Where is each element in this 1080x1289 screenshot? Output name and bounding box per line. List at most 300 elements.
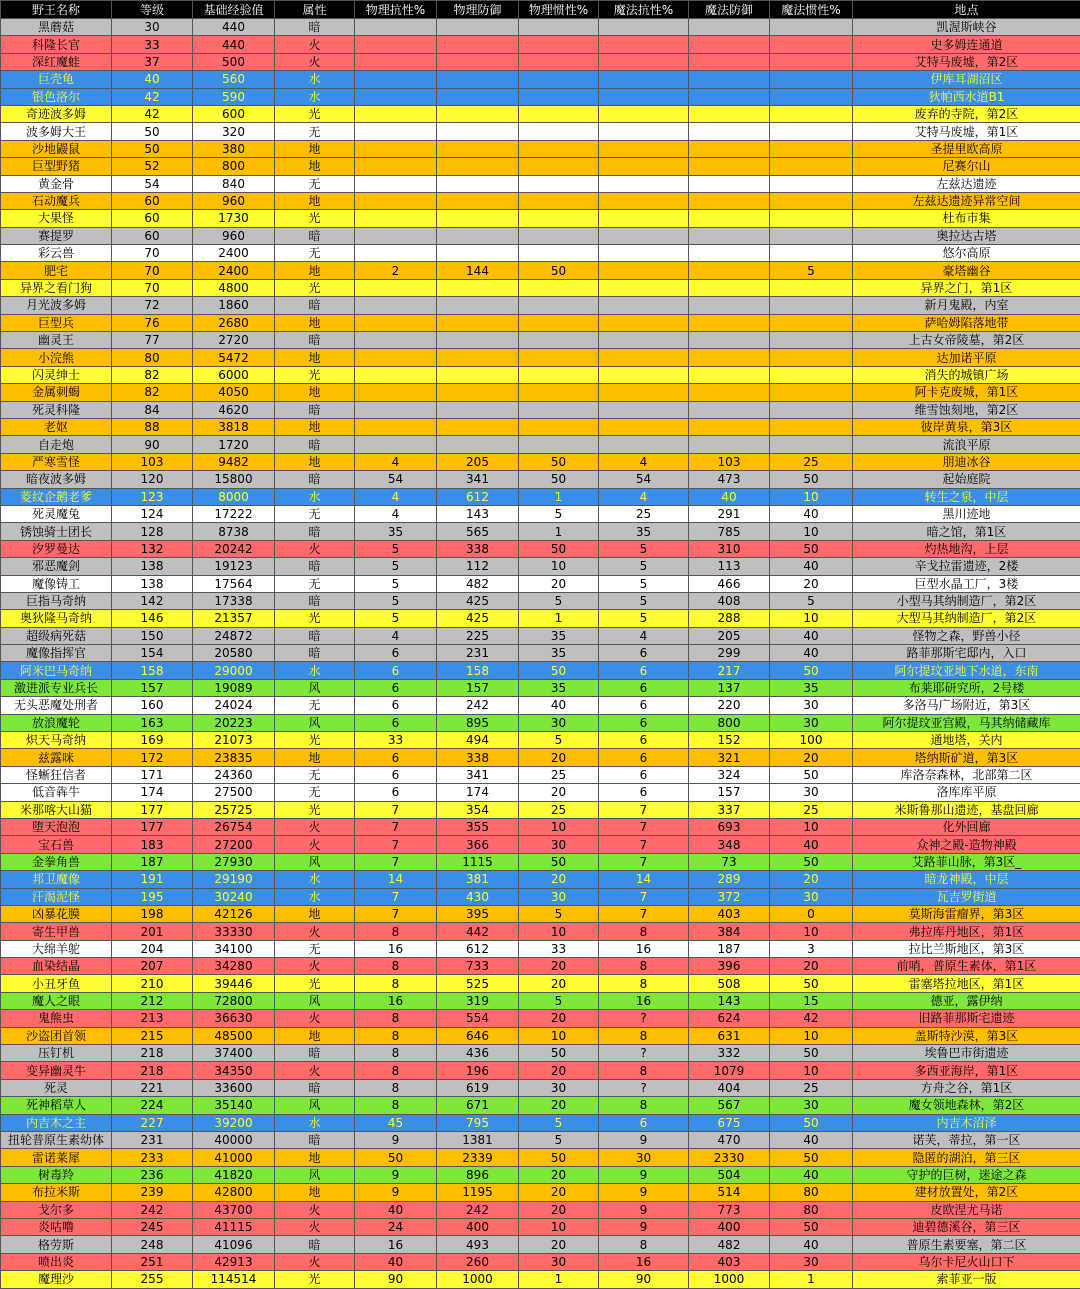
cell-level: 37 [112, 53, 193, 70]
cell-magic-inertia: 10 [770, 1027, 853, 1044]
cell-level: 174 [112, 784, 193, 801]
cell-magic-res [599, 19, 689, 36]
cell-magic-res: 8 [599, 1097, 689, 1114]
table-header [1, 1, 1080, 19]
cell-phys-inertia: 50 [519, 1045, 599, 1062]
cell-magic-def: 337 [689, 801, 770, 818]
cell-name: 扭轮普原生素幼体 [1, 1132, 112, 1149]
cell-element: 火 [275, 36, 355, 53]
cell-magic-def [689, 71, 770, 88]
cell-magic-res [599, 88, 689, 105]
cell-element: 暗 [275, 436, 355, 453]
cell-element: 地 [275, 384, 355, 401]
cell-magic-def: 291 [689, 505, 770, 522]
cell-element: 火 [275, 1201, 355, 1218]
cell-magic-inertia [770, 332, 853, 349]
cell-name: 奇迹波多姆 [1, 105, 112, 122]
cell-magic-def: 157 [689, 784, 770, 801]
column-header-phys-def: 物理防御 [437, 1, 519, 19]
cell-name: 科隆长官 [1, 36, 112, 53]
cell-magic-res: 7 [599, 818, 689, 835]
cell-element: 地 [275, 314, 355, 331]
cell-phys-def: 1195 [437, 1184, 519, 1201]
cell-magic-def [689, 88, 770, 105]
table-row [1, 123, 1080, 140]
cell-magic-def: 675 [689, 1114, 770, 1131]
cell-phys-inertia: 20 [519, 1062, 599, 1079]
cell-phys-def [437, 279, 519, 296]
cell-name: 彩云兽 [1, 245, 112, 262]
cell-phys-def [437, 418, 519, 435]
cell-base-exp: 40000 [193, 1132, 275, 1149]
cell-base-exp: 8000 [193, 488, 275, 505]
cell-element: 火 [275, 53, 355, 70]
cell-name: 魔人之眼 [1, 992, 112, 1009]
table-row [1, 592, 1080, 609]
cell-name: 巨型野猪 [1, 158, 112, 175]
cell-name: 鬼熊虫 [1, 1010, 112, 1027]
cell-magic-def: 288 [689, 610, 770, 627]
cell-phys-res: 5 [355, 575, 437, 592]
cell-magic-inertia [770, 53, 853, 70]
cell-phys-res: 6 [355, 697, 437, 714]
cell-level: 60 [112, 210, 193, 227]
cell-level: 50 [112, 123, 193, 140]
cell-location: 普原生素要塞，第二区 [853, 1236, 1080, 1253]
cell-phys-inertia: 20 [519, 1010, 599, 1027]
cell-phys-res: 14 [355, 871, 437, 888]
cell-phys-inertia [519, 332, 599, 349]
cell-name: 小浣熊 [1, 349, 112, 366]
cell-magic-inertia: 40 [770, 836, 853, 853]
cell-phys-inertia: 50 [519, 453, 599, 470]
cell-magic-inertia: 50 [770, 540, 853, 557]
cell-level: 82 [112, 366, 193, 383]
cell-level: 255 [112, 1271, 193, 1288]
cell-magic-inertia: 30 [770, 714, 853, 731]
cell-location: 巨型水晶工厂，3楼 [853, 575, 1080, 592]
cell-phys-def [437, 210, 519, 227]
cell-phys-res: 7 [355, 836, 437, 853]
cell-level: 191 [112, 871, 193, 888]
cell-phys-res: 6 [355, 784, 437, 801]
cell-level: 77 [112, 332, 193, 349]
cell-base-exp: 114514 [193, 1271, 275, 1288]
cell-magic-def: 152 [689, 732, 770, 749]
cell-location: 隐匿的湖泊，第三区 [853, 1149, 1080, 1166]
cell-phys-inertia: 50 [519, 662, 599, 679]
cell-magic-def: 220 [689, 697, 770, 714]
cell-phys-inertia: 20 [519, 1236, 599, 1253]
cell-level: 70 [112, 262, 193, 279]
cell-phys-inertia: 10 [519, 1218, 599, 1235]
cell-phys-res [355, 210, 437, 227]
cell-level: 120 [112, 471, 193, 488]
cell-element: 暗 [275, 401, 355, 418]
cell-magic-def [689, 36, 770, 53]
cell-magic-def [689, 262, 770, 279]
cell-location: 阿卡克废城，第1区 [853, 384, 1080, 401]
cell-phys-def: 554 [437, 1010, 519, 1027]
cell-magic-inertia: 10 [770, 488, 853, 505]
table-row [1, 853, 1080, 870]
cell-base-exp: 4800 [193, 279, 275, 296]
table-row [1, 818, 1080, 835]
cell-phys-res: 7 [355, 888, 437, 905]
cell-magic-def: 299 [689, 645, 770, 662]
cell-magic-inertia: 40 [770, 558, 853, 575]
cell-phys-res [355, 123, 437, 140]
cell-phys-def: 646 [437, 1027, 519, 1044]
cell-magic-res [599, 158, 689, 175]
cell-name: 邪恶魔剑 [1, 558, 112, 575]
cell-magic-def [689, 401, 770, 418]
cell-phys-inertia: 10 [519, 923, 599, 940]
cell-phys-inertia: 20 [519, 1097, 599, 1114]
cell-location: 内吉木沼泽 [853, 1114, 1080, 1131]
cell-phys-inertia: 5 [519, 505, 599, 522]
cell-element: 暗 [275, 227, 355, 244]
cell-location: 尼赛尔山 [853, 158, 1080, 175]
cell-phys-def [437, 123, 519, 140]
cell-location: 圣提里欧高原 [853, 140, 1080, 157]
cell-location: 新月鬼殿，内室 [853, 297, 1080, 314]
cell-phys-def [437, 366, 519, 383]
cell-magic-res: 8 [599, 1236, 689, 1253]
cell-magic-def: 482 [689, 1236, 770, 1253]
cell-phys-def: 1381 [437, 1132, 519, 1149]
cell-element: 地 [275, 418, 355, 435]
cell-element: 火 [275, 1010, 355, 1027]
table-row [1, 1149, 1080, 1166]
table-row [1, 1045, 1080, 1062]
cell-name: 堕天泡泡 [1, 818, 112, 835]
cell-level: 169 [112, 732, 193, 749]
cell-phys-inertia [519, 192, 599, 209]
cell-element: 水 [275, 871, 355, 888]
cell-location: 化外回廊 [853, 818, 1080, 835]
table-row [1, 36, 1080, 53]
cell-phys-inertia [519, 88, 599, 105]
cell-level: 60 [112, 192, 193, 209]
cell-magic-inertia: 20 [770, 871, 853, 888]
cell-magic-inertia [770, 19, 853, 36]
cell-element: 光 [275, 105, 355, 122]
cell-phys-res: 7 [355, 818, 437, 835]
cell-phys-res: 45 [355, 1114, 437, 1131]
cell-phys-inertia: 20 [519, 1166, 599, 1183]
cell-magic-inertia [770, 210, 853, 227]
cell-base-exp: 39446 [193, 975, 275, 992]
cell-magic-def: 470 [689, 1132, 770, 1149]
cell-magic-inertia [770, 401, 853, 418]
cell-location: 维雪蚀刻地，第2区 [853, 401, 1080, 418]
cell-magic-res: 6 [599, 1114, 689, 1131]
cell-level: 224 [112, 1097, 193, 1114]
cell-magic-res [599, 175, 689, 192]
cell-magic-res: 4 [599, 627, 689, 644]
cell-phys-def: 143 [437, 505, 519, 522]
cell-name: 巨指马奇纳 [1, 592, 112, 609]
cell-magic-res [599, 436, 689, 453]
cell-magic-inertia: 80 [770, 1201, 853, 1218]
cell-element: 地 [275, 1027, 355, 1044]
cell-location: 拉比兰斯地区，第3区 [853, 940, 1080, 957]
cell-level: 212 [112, 992, 193, 1009]
cell-magic-res: 7 [599, 853, 689, 870]
cell-phys-inertia [519, 384, 599, 401]
table-row [1, 610, 1080, 627]
cell-element: 火 [275, 1253, 355, 1270]
column-header-level: 等级 [112, 1, 193, 19]
cell-phys-inertia: 30 [519, 1253, 599, 1270]
cell-magic-def [689, 227, 770, 244]
table-row [1, 384, 1080, 401]
cell-magic-def: 143 [689, 992, 770, 1009]
cell-magic-inertia: 30 [770, 1253, 853, 1270]
table-row [1, 245, 1080, 262]
cell-magic-def: 332 [689, 1045, 770, 1062]
cell-name: 自走炮 [1, 436, 112, 453]
cell-magic-res [599, 262, 689, 279]
cell-phys-res: 8 [355, 975, 437, 992]
cell-magic-inertia [770, 384, 853, 401]
cell-magic-def: 403 [689, 1253, 770, 1270]
cell-magic-res [599, 418, 689, 435]
cell-location: 转生之泉，中层 [853, 488, 1080, 505]
cell-magic-inertia: 30 [770, 784, 853, 801]
cell-name: 变异幽灵牛 [1, 1062, 112, 1079]
cell-phys-res: 33 [355, 732, 437, 749]
cell-level: 198 [112, 905, 193, 922]
cell-base-exp: 6000 [193, 366, 275, 383]
cell-magic-res: 6 [599, 679, 689, 696]
cell-phys-inertia: 50 [519, 262, 599, 279]
cell-level: 210 [112, 975, 193, 992]
cell-phys-def: 112 [437, 558, 519, 575]
cell-phys-def: 795 [437, 1114, 519, 1131]
cell-phys-def [437, 19, 519, 36]
cell-name: 闪灵绅士 [1, 366, 112, 383]
cell-location: 左兹达遗迹 [853, 175, 1080, 192]
table-row [1, 401, 1080, 418]
cell-level: 124 [112, 505, 193, 522]
cell-magic-def: 785 [689, 523, 770, 540]
cell-level: 70 [112, 245, 193, 262]
table-row [1, 1062, 1080, 1079]
cell-name: 波多姆大王 [1, 123, 112, 140]
cell-phys-inertia: 20 [519, 1201, 599, 1218]
cell-element: 光 [275, 732, 355, 749]
cell-phys-inertia: 1 [519, 1271, 599, 1288]
cell-magic-inertia: 42 [770, 1010, 853, 1027]
table-row [1, 732, 1080, 749]
cell-magic-inertia: 50 [770, 1045, 853, 1062]
cell-location: 上古女帝陵墓，第2区 [853, 332, 1080, 349]
cell-phys-inertia: 10 [519, 1027, 599, 1044]
table-row [1, 749, 1080, 766]
cell-magic-res: 6 [599, 714, 689, 731]
cell-magic-def: 567 [689, 1097, 770, 1114]
column-header-location: 地点 [853, 1, 1080, 19]
cell-phys-def: 425 [437, 610, 519, 627]
cell-phys-res [355, 245, 437, 262]
cell-magic-def [689, 297, 770, 314]
cell-base-exp: 41096 [193, 1236, 275, 1253]
cell-location: 黑川迹地 [853, 505, 1080, 522]
cell-magic-def: 408 [689, 592, 770, 609]
cell-magic-res: 8 [599, 975, 689, 992]
cell-location: 伊库耳湖沼区 [853, 71, 1080, 88]
cell-base-exp: 2400 [193, 245, 275, 262]
cell-name: 低音犇牛 [1, 784, 112, 801]
cell-magic-def [689, 210, 770, 227]
cell-name: 死神稻草人 [1, 1097, 112, 1114]
cell-phys-def: 319 [437, 992, 519, 1009]
cell-level: 40 [112, 71, 193, 88]
cell-phys-inertia: 10 [519, 818, 599, 835]
cell-name: 大绵羊鸵 [1, 940, 112, 957]
cell-phys-inertia: 20 [519, 1184, 599, 1201]
cell-phys-def [437, 71, 519, 88]
cell-level: 82 [112, 384, 193, 401]
cell-element: 光 [275, 1271, 355, 1288]
table-body [1, 19, 1080, 1289]
cell-name: 巨型兵 [1, 314, 112, 331]
cell-magic-def [689, 19, 770, 36]
column-header-magic-inertia: 魔法惯性% [770, 1, 853, 19]
cell-phys-res: 6 [355, 749, 437, 766]
cell-phys-res: 6 [355, 766, 437, 783]
cell-phys-res: 9 [355, 1184, 437, 1201]
cell-base-exp: 42913 [193, 1253, 275, 1270]
cell-magic-def: 205 [689, 627, 770, 644]
cell-phys-res: 7 [355, 905, 437, 922]
cell-magic-inertia: 30 [770, 1097, 853, 1114]
cell-magic-inertia: 40 [770, 1132, 853, 1149]
cell-level: 30 [112, 19, 193, 36]
cell-phys-res [355, 19, 437, 36]
cell-phys-def: 895 [437, 714, 519, 731]
cell-magic-inertia [770, 418, 853, 435]
cell-base-exp: 42800 [193, 1184, 275, 1201]
cell-name: 寄生甲兽 [1, 923, 112, 940]
cell-magic-res: ? [599, 1079, 689, 1096]
cell-element: 暗 [275, 523, 355, 540]
cell-magic-res: 5 [599, 575, 689, 592]
cell-magic-inertia: 25 [770, 453, 853, 470]
cell-magic-res: 4 [599, 453, 689, 470]
cell-phys-def: 395 [437, 905, 519, 922]
table-row [1, 1218, 1080, 1235]
cell-phys-inertia [519, 158, 599, 175]
cell-level: 158 [112, 662, 193, 679]
cell-level: 177 [112, 801, 193, 818]
cell-phys-res: 4 [355, 627, 437, 644]
cell-phys-inertia [519, 279, 599, 296]
cell-phys-res [355, 227, 437, 244]
cell-phys-def: 612 [437, 488, 519, 505]
cell-name: 超级病死菇 [1, 627, 112, 644]
cell-phys-res: 5 [355, 540, 437, 557]
cell-base-exp: 2680 [193, 314, 275, 331]
cell-base-exp: 48500 [193, 1027, 275, 1044]
cell-magic-inertia: 50 [770, 1149, 853, 1166]
cell-magic-def: 40 [689, 488, 770, 505]
table-row [1, 1132, 1080, 1149]
cell-phys-def [437, 314, 519, 331]
cell-location: 流浪平原 [853, 436, 1080, 453]
cell-magic-res [599, 349, 689, 366]
cell-magic-res: 5 [599, 592, 689, 609]
cell-element: 光 [275, 366, 355, 383]
cell-name: 兹露咪 [1, 749, 112, 766]
cell-magic-inertia: 10 [770, 1062, 853, 1079]
cell-base-exp: 600 [193, 105, 275, 122]
cell-magic-res: 16 [599, 940, 689, 957]
cell-magic-res: 7 [599, 888, 689, 905]
cell-element: 光 [275, 975, 355, 992]
cell-name: 大果怪 [1, 210, 112, 227]
cell-magic-def: 403 [689, 905, 770, 922]
cell-location: 皮欧涅尤马诺 [853, 1201, 1080, 1218]
cell-phys-res: 8 [355, 1010, 437, 1027]
table-row [1, 645, 1080, 662]
cell-level: 150 [112, 627, 193, 644]
cell-location: 莫斯海雷瘤界，第3区 [853, 905, 1080, 922]
cell-phys-def [437, 401, 519, 418]
cell-level: 239 [112, 1184, 193, 1201]
cell-magic-res: 5 [599, 540, 689, 557]
table-row [1, 279, 1080, 296]
table-row [1, 575, 1080, 592]
cell-level: 163 [112, 714, 193, 731]
cell-name: 放浪魔轮 [1, 714, 112, 731]
cell-phys-res [355, 297, 437, 314]
cell-magic-res: 7 [599, 905, 689, 922]
cell-magic-inertia: 25 [770, 801, 853, 818]
cell-location: 暗龙神殿，中层 [853, 871, 1080, 888]
cell-element: 光 [275, 801, 355, 818]
cell-level: 172 [112, 749, 193, 766]
cell-element: 地 [275, 1149, 355, 1166]
cell-phys-inertia [519, 19, 599, 36]
cell-phys-def: 242 [437, 697, 519, 714]
cell-level: 72 [112, 297, 193, 314]
table-row [1, 1253, 1080, 1270]
cell-phys-def: 565 [437, 523, 519, 540]
table-row [1, 923, 1080, 940]
cell-name: 格劳斯 [1, 1236, 112, 1253]
cell-magic-res: 9 [599, 1201, 689, 1218]
cell-phys-res [355, 401, 437, 418]
cell-magic-inertia: 10 [770, 523, 853, 540]
cell-phys-def: 338 [437, 540, 519, 557]
cell-magic-inertia: 40 [770, 627, 853, 644]
cell-phys-res [355, 175, 437, 192]
cell-base-exp: 41115 [193, 1218, 275, 1235]
cell-element: 暗 [275, 1132, 355, 1149]
cell-magic-res: 35 [599, 523, 689, 540]
cell-magic-res [599, 366, 689, 383]
cell-location: 怪物之森，野兽小径 [853, 627, 1080, 644]
cell-element: 暗 [275, 1236, 355, 1253]
cell-level: 218 [112, 1062, 193, 1079]
cell-location: 洛库库平原 [853, 784, 1080, 801]
table-row [1, 140, 1080, 157]
cell-level: 50 [112, 140, 193, 157]
cell-phys-inertia [519, 36, 599, 53]
